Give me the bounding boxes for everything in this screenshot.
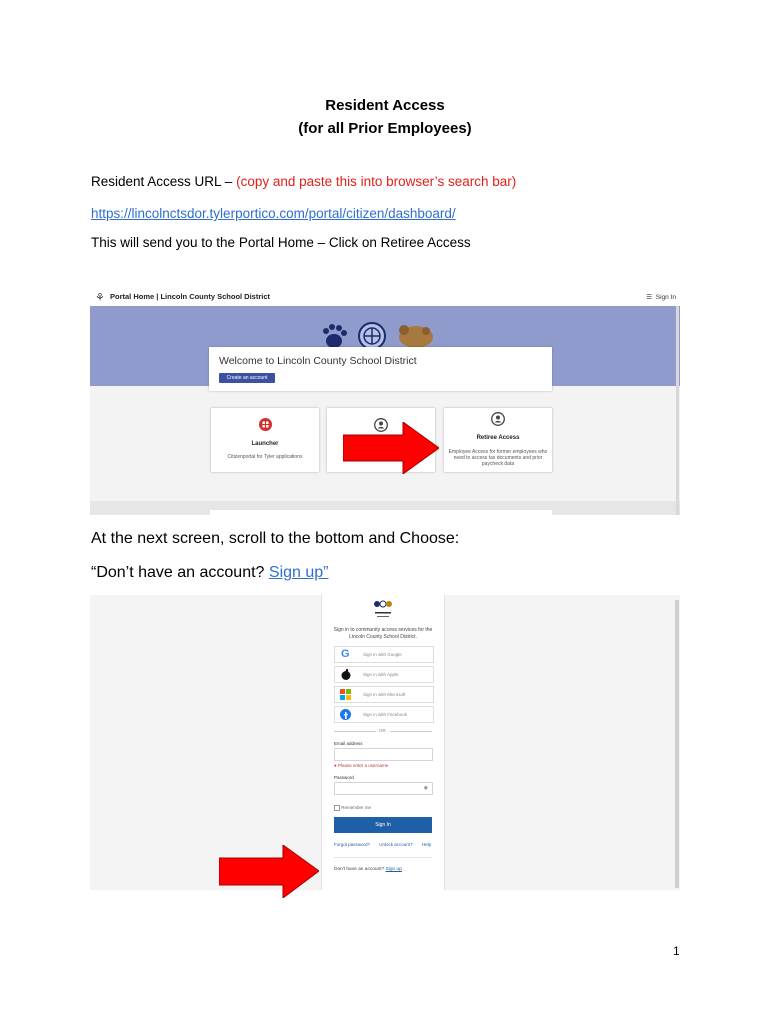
no-account-row bbox=[334, 867, 402, 872]
facebook-sign-in-label: Sign in with Facebook bbox=[363, 712, 408, 717]
url-label: Resident Access URL – bbox=[91, 174, 237, 189]
retiree-card-title: Retiree Access bbox=[476, 435, 520, 441]
menu-icon: ☰ bbox=[646, 294, 653, 301]
password-field[interactable] bbox=[334, 782, 433, 795]
sign-in-button[interactable]: Sign In bbox=[334, 817, 432, 833]
or-text: OR bbox=[379, 728, 386, 733]
portal-header bbox=[90, 289, 680, 307]
district-logo-icon bbox=[371, 598, 395, 622]
microsoft-icon bbox=[340, 689, 351, 700]
scrollbar[interactable] bbox=[675, 600, 679, 888]
remember-me-label: Remember me bbox=[341, 805, 372, 811]
header-sign-in-label: Sign In bbox=[655, 294, 676, 301]
help-link[interactable]: Help bbox=[421, 842, 432, 847]
facebook-icon bbox=[340, 709, 351, 720]
microsoft-sign-in-button[interactable] bbox=[334, 686, 434, 703]
portal-bottom-card bbox=[210, 510, 552, 515]
email-label: Email address bbox=[334, 741, 363, 746]
username-error-text: Please enter a username bbox=[337, 763, 389, 768]
portal-url-link[interactable]: https://lincolnctsdor.tylerportico.com/portal/citizen/dashboard/ bbox=[91, 206, 456, 221]
page-title: Resident Access bbox=[325, 97, 445, 114]
forgot-password-link[interactable]: Forgot password? bbox=[334, 842, 371, 847]
url-instruction bbox=[91, 174, 516, 189]
sign-in-panel bbox=[321, 595, 445, 890]
apple-sign-in-label: Sign in with Apple bbox=[363, 672, 399, 677]
launcher-card[interactable] bbox=[211, 408, 319, 472]
unlock-account-link[interactable]: Unlock account? bbox=[379, 842, 413, 847]
apple-icon bbox=[341, 669, 351, 680]
facebook-sign-in-button[interactable] bbox=[334, 706, 434, 723]
welcome-card bbox=[209, 347, 552, 391]
divider-line bbox=[390, 731, 432, 732]
signup-prefix: “Don’t have an account? bbox=[91, 564, 269, 581]
remember-me[interactable] bbox=[334, 805, 371, 811]
signup-instruction bbox=[91, 564, 328, 582]
launcher-card-description: Citizenportal for Tyler applications bbox=[227, 454, 303, 460]
retiree-card-description: Employee Access for former employees who need to access tax documents and prior paycheck data bbox=[448, 449, 548, 467]
portal-header-title: Portal Home | Lincoln County School District bbox=[110, 292, 271, 301]
google-sign-in-label: Sign in with Google bbox=[363, 652, 402, 657]
username-error bbox=[334, 763, 388, 768]
portal-home-screenshot bbox=[90, 289, 680, 515]
sign-in-screenshot bbox=[90, 595, 680, 890]
header-sign-in[interactable] bbox=[646, 293, 676, 301]
sign-up-link[interactable]: Sign up” bbox=[268, 564, 329, 581]
sign-in-intro: Sign in to community access services for the Lincoln County School District. bbox=[333, 627, 433, 640]
help-links bbox=[334, 842, 432, 847]
divider-line bbox=[334, 857, 432, 858]
page-number: 1 bbox=[673, 944, 680, 958]
divider-line bbox=[334, 731, 376, 732]
or-divider bbox=[334, 728, 432, 734]
error-icon: ● bbox=[334, 763, 337, 768]
password-label: Password bbox=[334, 775, 354, 780]
email-field[interactable] bbox=[334, 748, 433, 761]
next-screen-instruction: At the next screen, scroll to the bottom and Choose: bbox=[91, 530, 460, 547]
portal-instruction: This will send you to the Portal Home – Click on Retiree Access bbox=[91, 235, 471, 250]
launcher-icon bbox=[259, 418, 272, 431]
apple-sign-in-button[interactable] bbox=[334, 666, 434, 683]
google-sign-in-button[interactable] bbox=[334, 646, 434, 663]
welcome-title: Welcome to Lincoln County School District bbox=[219, 355, 417, 367]
scrollbar[interactable] bbox=[676, 306, 679, 515]
launcher-card-title: Launcher bbox=[251, 441, 279, 447]
remember-checkbox[interactable] bbox=[334, 805, 340, 811]
no-account-text: Don't have an account? bbox=[334, 867, 385, 872]
google-icon: G bbox=[341, 648, 350, 660]
user-icon bbox=[491, 412, 505, 426]
show-password-icon[interactable]: ◉ bbox=[423, 785, 428, 791]
retiree-access-card[interactable] bbox=[444, 408, 552, 472]
url-note: (copy and paste this into browser’s search bar) bbox=[236, 174, 517, 189]
district-logo-icon: ⚘ bbox=[95, 292, 105, 304]
red-arrow-icon bbox=[219, 845, 319, 898]
microsoft-sign-in-label: Sign in with Microsoft bbox=[363, 692, 406, 697]
page-subtitle: (for all Prior Employees) bbox=[298, 120, 472, 137]
create-account-button[interactable]: Create an account bbox=[219, 373, 275, 383]
red-arrow-icon bbox=[343, 422, 439, 474]
sign-up-link[interactable]: Sign up bbox=[385, 867, 402, 872]
